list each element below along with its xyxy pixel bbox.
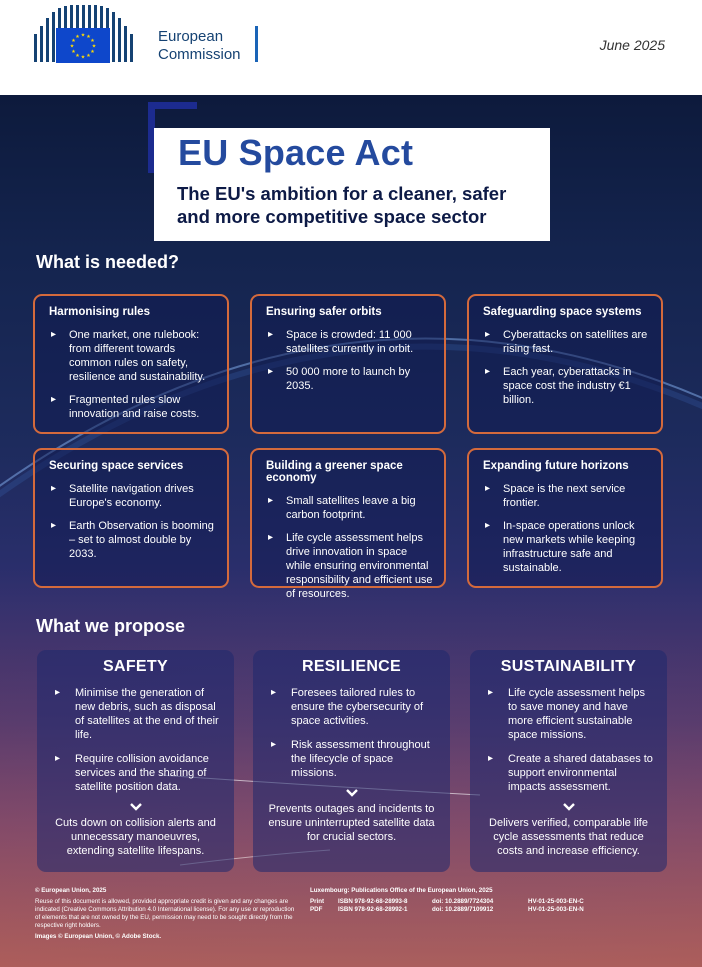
need-bullet: ▸ Fragmented rules slow innovation and raise costs. <box>69 393 217 421</box>
need-card-bullets <box>266 494 434 601</box>
svg-text:★: ★ <box>71 38 76 44</box>
publication-catalogue: HV-01-25-003-EN-C <box>528 897 584 905</box>
need-bullet: ▸ Small satellites leave a big carbon footprint. <box>286 494 434 522</box>
svg-text:★: ★ <box>91 43 97 50</box>
need-bullet: ▸ Life cycle assessment helps drive innovation in space while ensuring environmental responsibility and efficient use of resources. <box>286 531 434 601</box>
need-bullet: ▸ Satellite navigation drives Europe's economy. <box>69 482 217 510</box>
european-commission-logo[interactable] <box>30 4 260 62</box>
footer <box>0 880 702 967</box>
svg-text:★: ★ <box>69 43 75 50</box>
need-card-bullets <box>483 328 651 407</box>
need-bullet: ▸ Each year, cyberattacks in space cost the industry €1 billion. <box>503 365 651 407</box>
publication-doi: doi: 10.2889/7109912 <box>432 906 494 913</box>
publication-isbn: ISBN 978-92-68-28993-8 <box>338 897 408 905</box>
header <box>0 0 702 95</box>
chevron-down-icon <box>51 800 220 814</box>
proposal-bullet: ▸ Life cycle assessment helps to save money and have more efficient sustainable space missions. <box>508 686 653 742</box>
proposal-card-resilience <box>253 650 450 872</box>
need-card-title: Safeguarding space systems <box>483 306 642 318</box>
need-bullet: ▸ Space is the next service frontier. <box>503 482 651 510</box>
need-card-bullets <box>483 482 651 575</box>
need-bullet: ▸ Earth Observation is booming – set to almost double by 2033. <box>69 519 217 561</box>
proposal-outcome: Delivers verified, comparable life cycle assessments that reduce costs and increase efficiency. <box>489 817 648 857</box>
publisher-line: Luxembourg: Publications Office of the European Union, 2025 <box>310 887 493 894</box>
proposal-card-title: SUSTAINABILITY <box>500 658 637 675</box>
publication-type: PDF <box>310 906 323 913</box>
publication-isbn: ISBN 978-92-68-28992-1 <box>338 906 408 913</box>
need-card-title: Harmonising rules <box>49 306 150 318</box>
svg-text:★: ★ <box>80 32 86 39</box>
need-card <box>467 294 663 434</box>
page-subtitle: The EU's ambition for a cleaner, safer and more competitive space sector <box>177 183 507 227</box>
need-bullet: ▸ Space is crowded: 11 000 satellites currently in orbit. <box>286 328 434 356</box>
svg-text:★: ★ <box>80 54 86 61</box>
need-card-title: Building a greener space economy <box>266 460 403 484</box>
need-card-title: Expanding future horizons <box>483 460 629 472</box>
logo-divider <box>255 26 258 62</box>
proposal-bullet: ▸ Create a shared databases to support environmental impacts assessment. <box>508 752 653 794</box>
chevron-down-icon <box>484 800 653 814</box>
proposal-outcome: Prevents outages and incidents to ensure uninterrupted satellite data for crucial sectors. <box>268 803 435 843</box>
proposal-card-bullets <box>51 686 220 794</box>
need-bullet: ▸ 50 000 more to launch by 2035. <box>286 365 434 393</box>
proposal-bullet: ▸ Minimise the generation of new debris, such as disposal of satellites at the end of their life. <box>75 686 220 742</box>
proposal-card-bullets <box>267 686 436 780</box>
publication-date: June 2025 <box>599 37 665 53</box>
publication-row <box>310 898 650 907</box>
need-card-bullets <box>49 328 217 421</box>
footer-legal <box>35 887 300 941</box>
proposal-card-sustainability <box>470 650 667 872</box>
chevron-down-icon <box>267 786 436 800</box>
need-bullet: ▸ In-space operations unlock new markets while keeping infrastructure safe and sustainable. <box>503 519 651 575</box>
publication-type: Print <box>310 897 325 905</box>
proposal-bullet: ▸ Risk assessment throughout the lifecycle of space missions. <box>291 738 436 780</box>
logo-line-1: European <box>158 28 224 45</box>
publication-doi: doi: 10.2889/7724304 <box>432 897 494 905</box>
page-title: EU Space Act <box>178 132 414 173</box>
needs-heading: What is needed? <box>36 252 180 272</box>
need-card-bullets <box>49 482 217 561</box>
copyright-notice: © European Union, 2025 <box>35 887 107 894</box>
need-card <box>250 294 446 434</box>
proposals-heading: What we propose <box>36 616 186 636</box>
proposal-card-safety <box>37 650 234 872</box>
need-card <box>33 448 229 588</box>
need-card-title: Securing space services <box>49 460 184 472</box>
need-card-bullets <box>266 328 434 393</box>
proposal-outcome: Cuts down on collision alerts and unnecessary manoeuvres, extending satellite lifespans. <box>55 817 216 857</box>
proposal-card-bullets <box>484 686 653 794</box>
logo-line-2: Commission <box>158 46 241 63</box>
svg-text:★: ★ <box>75 53 80 60</box>
eu-flag-icon <box>56 28 110 63</box>
need-bullet: ▸ One market, one rulebook: from different towards common rules on safety, resilience and sustainability. <box>69 328 217 384</box>
svg-text:★: ★ <box>71 49 76 55</box>
logo-wordmark <box>158 28 241 64</box>
need-card-title: Ensuring safer orbits <box>266 306 382 318</box>
proposal-bullet: ▸ Foresees tailored rules to ensure the cybersecurity of space activities. <box>291 686 436 728</box>
publication-identifiers <box>310 898 650 915</box>
need-bullet: ▸ Cyberattacks on satellites are rising fast. <box>503 328 651 356</box>
need-card <box>250 448 446 600</box>
proposal-card-title: RESILIENCE <box>301 658 401 675</box>
publication-catalogue: HV-01-25-003-EN-N <box>528 906 584 913</box>
image-credits: Images © European Union, © Adobe Stock. <box>35 933 162 940</box>
proposal-bullet: ▸ Require collision avoidance services and the sharing of satellite position data. <box>75 752 220 794</box>
footer-publication <box>310 887 650 915</box>
need-card <box>33 294 229 434</box>
svg-text:★: ★ <box>86 53 91 60</box>
svg-text:★: ★ <box>90 49 95 55</box>
publication-row <box>310 906 650 915</box>
svg-text:★: ★ <box>86 33 91 40</box>
svg-text:★: ★ <box>75 33 80 40</box>
reuse-notice: Reuse of this document is allowed, provided appropriate credit is given and any changes are indicated (Creative Commons Attribution 4.0 International license). For any use or reproduction of elements that are not owned by the EU, permission may need to be sought directly from the respective right holders. <box>35 898 295 929</box>
svg-text:★: ★ <box>90 38 95 44</box>
proposal-card-title: SAFETY <box>103 658 168 675</box>
need-card <box>467 448 663 588</box>
